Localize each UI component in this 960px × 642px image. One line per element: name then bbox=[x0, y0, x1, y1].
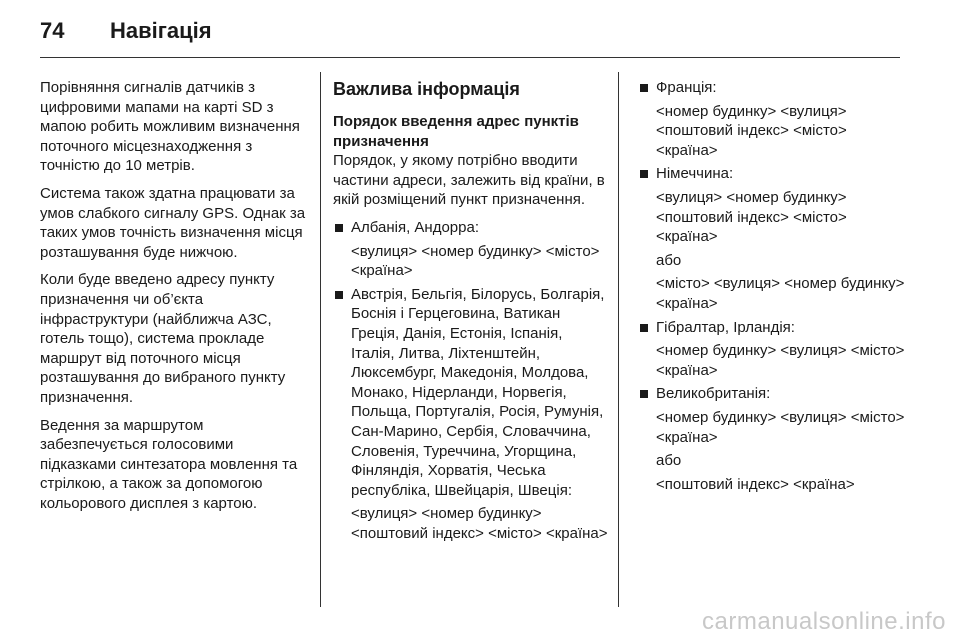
list-item bbox=[333, 285, 608, 501]
paragraph: Ведення за маршрутом забезпечується голосовими підказками синтезатора мовлення та стрілкою, а також за допомогою кольорового дисплея з картою. bbox=[40, 416, 298, 512]
page-title: Навігація bbox=[110, 18, 212, 43]
column-divider bbox=[618, 72, 619, 607]
column-left bbox=[40, 78, 308, 521]
sub-title: Порядок введення адрес пунктів призначення bbox=[333, 113, 579, 150]
page-header bbox=[40, 18, 212, 48]
square-bullet-icon bbox=[335, 291, 343, 299]
square-bullet-icon bbox=[640, 390, 648, 398]
column-divider bbox=[320, 72, 321, 607]
address-format: <номер будинку> <вулиця> <місто> <країна> bbox=[656, 408, 905, 446]
section-title: Важлива інформація bbox=[333, 79, 520, 99]
square-bullet-icon bbox=[640, 324, 648, 332]
square-bullet-icon bbox=[640, 84, 648, 92]
column-right bbox=[638, 78, 908, 498]
address-format: <вулиця> <номер будинку> <місто> <країна> bbox=[351, 242, 600, 280]
country-label: Великобританія: bbox=[656, 385, 771, 403]
country-label: Албанія, Андорра: bbox=[351, 218, 479, 236]
paragraph: Порядок, у якому потрібно вводити частини адреси, залежить від країни, в якій розміщений пункт призначення. bbox=[333, 152, 605, 209]
watermark: carmanualsonline.info bbox=[702, 608, 946, 635]
column-middle bbox=[333, 78, 608, 547]
or-text: або bbox=[656, 452, 682, 470]
page-number: 74 bbox=[40, 18, 65, 43]
header-divider bbox=[40, 57, 900, 58]
address-format: <номер будинку> <вулиця> <місто> <країна> bbox=[656, 342, 905, 379]
list-item bbox=[638, 318, 908, 338]
square-bullet-icon bbox=[335, 224, 343, 232]
country-label: Австрія, Бельгія, Білорусь, Болгарія, Боснія і Герцеговина, Ватикан Греція, Данія, Естонія, Іспанія, Італія, Литва, Ліхтенштейн, Люксембург, Македонія, Молдова, Монако, Нідерланди, Норвегія, Польща, Португалія, Росія, Румунія, Сан-Марино, Сербія, Словаччина, Словенія, Туреччина, Угорщина, Фінляндія, Хорватія, Чеська республіка, Швейцарія, Швеція: bbox=[351, 285, 605, 499]
paragraph: Коли буде введено адресу пункту призначення чи об’єкта інфраструктури (найближча АЗС, готель тощо), система прокладе маршрут від поточного місця розташування до вибраного пункту призначення. bbox=[40, 271, 286, 406]
list-item bbox=[638, 384, 908, 404]
address-format: <місто> <вулиця> <номер будинку> <країна> bbox=[656, 275, 905, 312]
square-bullet-icon bbox=[640, 170, 648, 178]
country-label: Німеччина: bbox=[656, 165, 734, 183]
list-item bbox=[638, 164, 908, 184]
list-item bbox=[333, 218, 608, 238]
paragraph: Система також здатна працювати за умов слабкого сигналу GPS. Однак за таких умов точність визначення місця розташування буде нижчою. bbox=[40, 184, 306, 261]
address-format: <вулиця> <номер будинку> <поштовий індекс> <місто> <країна> bbox=[351, 505, 608, 542]
country-label: Гібралтар, Ірландія: bbox=[656, 318, 795, 336]
country-label: Франція: bbox=[656, 79, 717, 96]
or-text: або bbox=[656, 251, 682, 269]
paragraph: Порівняння сигналів датчиків з цифровими мапами на карті SD з мапою робить можливим визначення поточного місцезнаходження з точністю до 10 метрів. bbox=[40, 79, 300, 175]
list-item bbox=[638, 78, 908, 98]
address-format: <номер будинку> <вулиця> <поштовий індекс> <місто> <країна> bbox=[656, 102, 847, 159]
address-format: <поштовий індекс> <країна> bbox=[656, 475, 855, 493]
address-format: <вулиця> <номер будинку> <поштовий індекс> <місто> <країна> bbox=[656, 188, 847, 246]
